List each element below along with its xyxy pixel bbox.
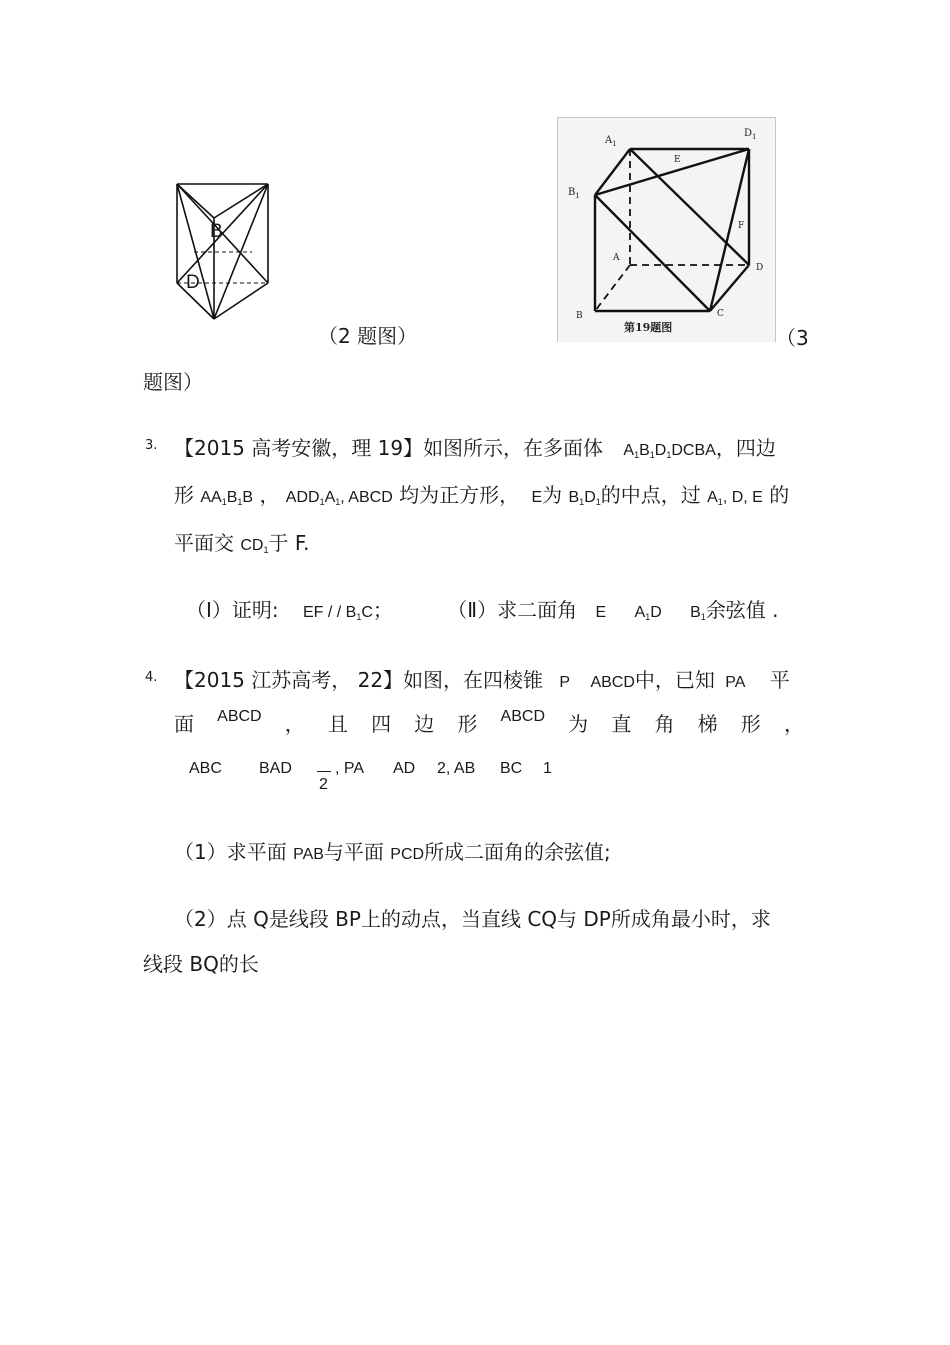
fig3-edge-a1-b1 bbox=[595, 149, 630, 195]
problem3-line1: 【2015 高考安徽，理 19】如图所示，在多面体 $A_1B_1D_1DCBA$，四边 bbox=[174, 436, 776, 460]
part1-label: （Ⅰ）证明: bbox=[186, 598, 279, 622]
problem4-line2: 面 ABCD ， 且 四 边 形 ABCD 为 直 角 梯 形 ， bbox=[174, 708, 804, 736]
fig2-label-d: D bbox=[186, 272, 200, 293]
fig3-caption-end: 题图） bbox=[143, 370, 203, 394]
segment-b1d1: $B_1D_1$ bbox=[568, 489, 601, 507]
problem3-line3: 平面交 $CD_1$于 F. bbox=[174, 531, 310, 555]
problem3-number: 3. bbox=[145, 438, 158, 453]
figure-3-polyhedron bbox=[557, 117, 775, 343]
plane-a1de: $A_1$, D, E bbox=[707, 489, 763, 507]
fig2-edge bbox=[214, 283, 268, 319]
fig3-inner-caption: 第19题图 bbox=[624, 321, 673, 334]
problem4-conditions: ABC BAD 2 , PA AD 2, AB BC 1 bbox=[189, 760, 552, 793]
fig3-label-b: B bbox=[576, 311, 583, 321]
fig3-label-a: A bbox=[613, 253, 620, 263]
fig2-label-b: B bbox=[210, 221, 223, 242]
fig3-edge-b1-d1 bbox=[595, 149, 749, 195]
fig3-label-c: C bbox=[717, 309, 724, 319]
problem4-q1: （1）求平面 PAB与平面 PCD所成二面角的余弦值; bbox=[174, 840, 611, 864]
fig3-caption-start: （3 bbox=[776, 326, 809, 350]
problem3-parts: （Ⅰ）证明: EF / / $B_1C$； （Ⅱ）求二面角 E $A_1D$ $B_1$余弦值 . bbox=[186, 598, 779, 622]
problem4-line1: 【2015 江苏高考， 22】如图，在四棱锥 P ABCD中，已知 PA 平 bbox=[174, 668, 790, 692]
fig3-label-b1: $B_1$ bbox=[568, 187, 580, 200]
problem3-line2: 形 $AA_1B_1B$ ， $ADD_1A_1$, ABCD 均为正方形， E为 $B_1D_1$的中点，过 $A_1$, D, E 的 bbox=[174, 483, 790, 507]
problem4-number: 4. bbox=[145, 670, 158, 685]
segment-cd1: $CD_1$ bbox=[240, 537, 269, 555]
problem4-source: 【2015 江苏高考， 22】 bbox=[174, 668, 404, 692]
problem3-source: 【2015 高考安徽，理 19】 bbox=[174, 436, 424, 460]
problem3-solid: $A_1B_1D_1DCBA$ bbox=[623, 442, 716, 460]
fig3-label-a1: $A_1$ bbox=[605, 135, 617, 148]
part2-label: （Ⅱ）求二面角 bbox=[447, 598, 578, 622]
fig3-hidden-a-b bbox=[595, 265, 630, 311]
square-add1a1: $ADD_1A_1$, ABCD bbox=[285, 489, 393, 507]
fig2-caption: （2 题图） bbox=[318, 324, 418, 348]
fraction-bar bbox=[317, 771, 331, 772]
fig3-label-e: E bbox=[674, 155, 681, 165]
square-aa1b1b: $AA_1B_1B$ bbox=[200, 489, 254, 507]
problem4-q2: （2）点 Q是线段 BP上的动点，当直线 CQ与 DP所成角最小时，求 bbox=[174, 907, 771, 931]
fig3-label-d1: $D_1$ bbox=[744, 128, 757, 141]
fig3-label-f: F bbox=[738, 221, 745, 231]
figure-2-prism bbox=[170, 178, 280, 324]
fig3-label-d: D bbox=[756, 263, 764, 273]
problem4-q2-end: 线段 BQ的长 bbox=[143, 952, 259, 976]
